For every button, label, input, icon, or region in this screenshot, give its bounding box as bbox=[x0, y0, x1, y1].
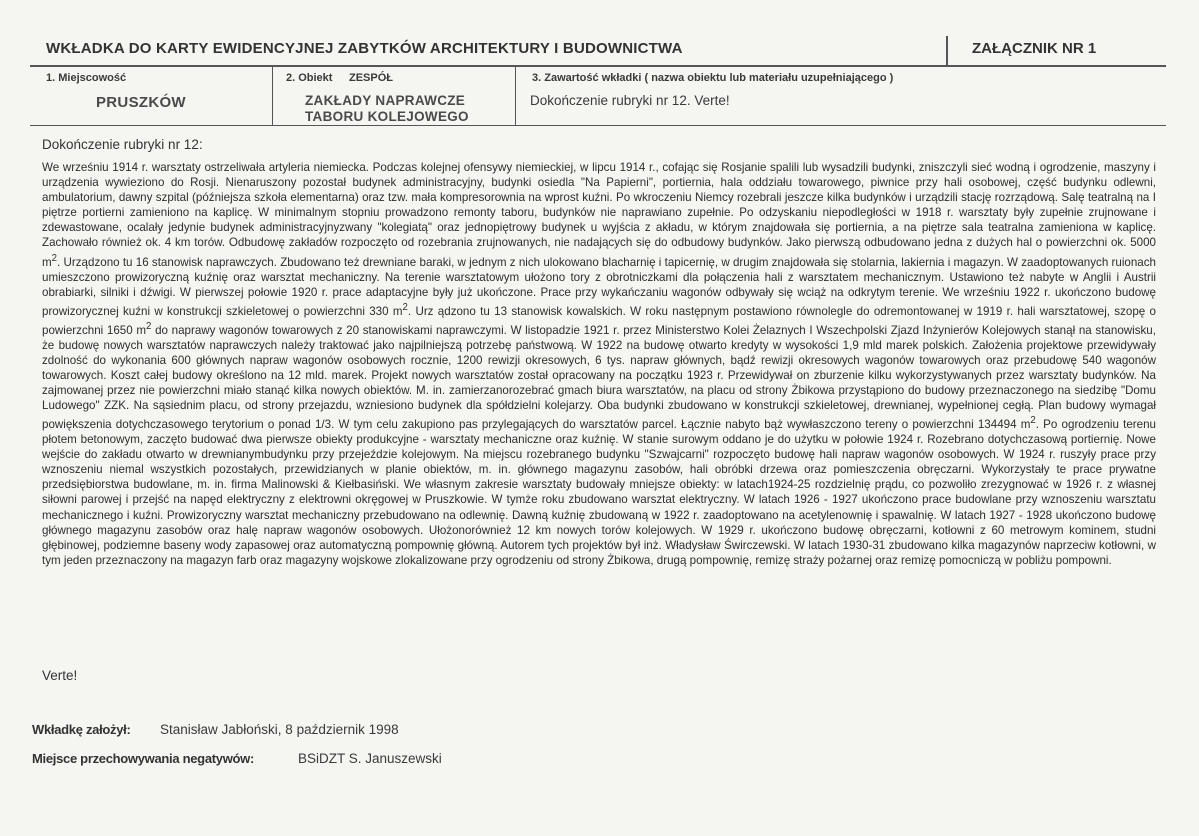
header-divider bbox=[946, 36, 948, 66]
miejscowosc-value: PRUSZKÓW bbox=[96, 94, 186, 111]
zawartosc-label: 3. Zawartość wkładki ( nazwa obiektu lub materiału uzupełniającego ) bbox=[532, 72, 894, 84]
storage-label: Miejsce przechowywania negatywów: bbox=[32, 751, 254, 766]
body-part-4: do naprawy wagonów towarowych z 20 stanowiskami naprawczymi. W listopadzie 1921 r. przez Ministerstwo Kolei Żelaznych I Wszechpolski Zjazd Inżynierów Kolejowych stanął na stanowisku, że budowę nowych warsztatów naprawczych należy traktować jako najpilniejszą potrzebę państwową. W 1922 na budowę otwarto kredyty w wysokości 1,9 mld marek polskich. Założenia projektowe przewidywały zdolność do wykonania 600 głównych napraw wagonów osobowych rocznie, 1200 rewizji okresowych, 6 tys. napraw głównych, bądź rewizji okresowych wagonów towarowych oraz przebudowę 540 wagonów towarowych. Koszt całej budowy określono na 12 mld. marek. Projekt nowych warsztatów został opracowany na początku 1923 r. Przewidywał on zburzenie kilku wykorzystywanych przez warsztaty budynków. Na zajmowanej przez nie powierzchni miało stanąć kilka nowych obiektów. M. in. zamierzanorozebrać gmach biura warsztatów, na placu od strony Żbikowa przystąpiono do budowy przeznaczonego na siedzibę "Domu Ludowego" ZZK. Na sąsiednim placu, od strony przejazdu, wzniesiono budynek dla spółdzielni kolejarzy. Oba budynki zbudowano w konstrukcji szkieletowej, drewnianej, wypełnionej cegłą. Plan budowy wymagał powiększenia dotychczasowego terytorium o ponad 1/3. W tym celu zakupiono pas przylegających do warsztatów parcel. Łącznie nabyto bąż wywłaszczono tereny o powierzchni 134494 m bbox=[42, 323, 1156, 431]
author-label: Wkładkę założył: bbox=[32, 722, 131, 737]
body-part-5: . Po ogrodzeniu terenu płotem betonowym, zaczęto budować dwa pierwsze obiekty produkcyjne - warsztaty mechaniczne oraz kuźnię. W stanie surowym oddano je do użytku w połowie 1924 r. Rozebrano dotychczasową portiernię. Nowe wejście do zakładu otwarto w drewnianymbudynku przy przejeździe kolejowym. Na miejscu rozebranego budynku "Szwajcarni" rozpoczęto budowę hali napraw wagonów osobowych. W 1924 r. ruszyły prace przy wznoszeniu niemal wszystkich pozostałych, przewidzianych w planie obiektów, m. in. głównego magazynu zasobów, hali obróbki drzewa oraz pomieszczenia obręczarni. Wykorzystały te prace prywatne przedsiębiorstwa budowlane, m. in. firma Malinowski & Kiełbasiński. We własnym zakresie warsztaty budowały mniejsze obiekty: w latach1924-25 rozdzielnię prądu, co pozwoliło zrezygnować w 1926 r. z własnej siłowni parowej i przejść na napęd elektryczny z elektrowni okręgowej w Pruszkowie. W tymże roku zbudowano warsztat elektryczny. W latach 1926 - 1927 ukończono prace budowlane przy wznoszeniu warsztatu mechanicznego i kuźni. Prowizoryczny warsztat mechaniczny przebudowano na odlewnię. Dawną kuźnię zbudowaną w 1922 r. zaadoptowano na acetylenownię i spawalnię. W latach 1927 - 1928 ukończono budowę głównego magazynu zasobów oraz halę napraw wagonów osobowych. Ułożonorównież 12 km nowych torów kolejowych. W 1929 r. ukończono budowę obręczarni, kotłowni z 60 metrowym kominem, studni głębinowej, podziemne baseny wody zapasowej oraz automatyczną pompownię główną. Autorem tych projektów był inż. Władysław Świrczewski. W latach 1930-31 zbudowano kilka magazynów naprzeciw kotłowni, w tym jeden przeznaczony na magazyn farb oraz magazyny wojskowe zlokalizowane przy ogrodzeniu od strony Żbikowa, drugą pompownię, remizę straży pożarnej oraz remizę pomocniczą w pobliżu pompowni. bbox=[42, 417, 1156, 567]
zawartosc-value: Dokończenie rubryki nr 12. Verte! bbox=[530, 93, 730, 108]
body-part-1: We wrześniu 1914 r. warsztaty ostrzeliwała artyleria niemiecka. Podczas kolejnej ofensywy niemieckiej, w lipcu 1914 r., cofając się Rosjanie spalili lub wysadzili budynki, zniszczyli sieć wodną i ogrodzenie, maszyny i urządzenia wywieziono do Rosji. Nienaruszony pozostał budynek administracyjny, budynki osiedla "Na Papierni", portiernia, hala oddziału towarowego, piwnice przy hali osobowej, część budynku odlewni, ambulatorium, dawny szpital (późniejsza szkoła elementarna) oraz tzw. mała kompresorownia na wprost kuźni. Po wkroczeniu Niemcy rozebrali jeszcze kilka budynków i urządzili stację rozrządową. Salę teatralną na I piętrze portierni zamieniono na kaplicę. W minimalnym stopniu prowadzono remonty taboru, budynków nie naprawiano zupełnie. Po odzyskaniu niepodległości w 1918 r. warsztaty były zupełnie zrujnowane i zdewastowane, ocalały jedynie budynek administracyjnyzwany "kolegiatą" oraz jednopiętrowy budynek u wyjścia z akładu, w którym znajdowała się portiernia, a na piętrze sala teatralna zamieniona w kaplicę. Zachowało również ok. 4 km torów. Odbudowę zakładów rozpoczęto od rozebrania zrujnowanych, nie nadających się do odbudowy budynków. Jako pierwszą odbudowano jedna z dużych hal o powierzchni ok. 5000 m bbox=[42, 161, 1156, 269]
superscript-3: 2 bbox=[146, 320, 152, 332]
section-title: Dokończenie rubryki nr 12: bbox=[42, 137, 203, 152]
fields-bottom-line bbox=[30, 125, 1166, 126]
superscript-1: 2 bbox=[51, 252, 58, 264]
cell-divider-2 bbox=[515, 66, 516, 126]
superscript-4: 2 bbox=[1030, 415, 1036, 427]
verte-note: Verte! bbox=[42, 668, 78, 683]
body-part-3: . Urz ądzono tu 13 stanowisk kowalskich. W roku następnym postawiono równolegle do odremontowanej w 1919 r. hali warsztatowej, szopę o powierzchni 1650 m bbox=[42, 304, 1156, 337]
body-text bbox=[42, 160, 1156, 568]
obiekt-label: 2. Obiekt bbox=[286, 72, 333, 84]
storage-value: BSiDZT S. Januszewski bbox=[298, 751, 442, 766]
miejscowosc-label: 1. Miejscowość bbox=[46, 72, 127, 84]
body-part-2: . Urządzono tu 16 stanowisk naprawczych. Zbudowano też drewniane baraki, w jednym z nich ulokowano blacharnię i tapicernię, w drugim znajdowała się stolarnia, lakiernia i magazyn. W zaadoptowanych ruionach umieszczono prowizoryczną kuźnię oraz warsztat mechaniczny. Na terenie warsztatowym ułożono tory z obrotniczkami dla połączenia hali z warsztatem mechanicznym. Ustawiono też nabyte w Anglii i Austrii obrabiarki, silniki i dźwigi. W pierwszej połowie 1920 r. prace adaptacyjne były już ukończone. Prace przy wykańczaniu wagonów odbywały się wciąż na odkrytym terenie. We wrześniu 1922 r. ukończono budowę prowizorycznej kuźni w konstrukcji szkieletowej o powierzchni 330 m bbox=[42, 255, 1156, 318]
superscript-2: 2 bbox=[402, 301, 408, 313]
header-bottom-line bbox=[30, 65, 1166, 67]
annex-number: ZAŁĄCZNIK NR 1 bbox=[972, 40, 1097, 57]
author-value: Stanisław Jabłoński, 8 październik 1998 bbox=[160, 722, 399, 737]
obiekt-type: ZESPÓŁ bbox=[349, 72, 394, 84]
cell-divider-1 bbox=[272, 66, 273, 126]
obiekt-value: ZAKŁADY NAPRAWCZE TABORU KOLEJOWEGO bbox=[305, 93, 469, 124]
card-title: WKŁADKA DO KARTY EWIDENCYJNEJ ZABYTKÓW ARCHITEKTURY I BUDOWNICTWA bbox=[46, 40, 683, 57]
